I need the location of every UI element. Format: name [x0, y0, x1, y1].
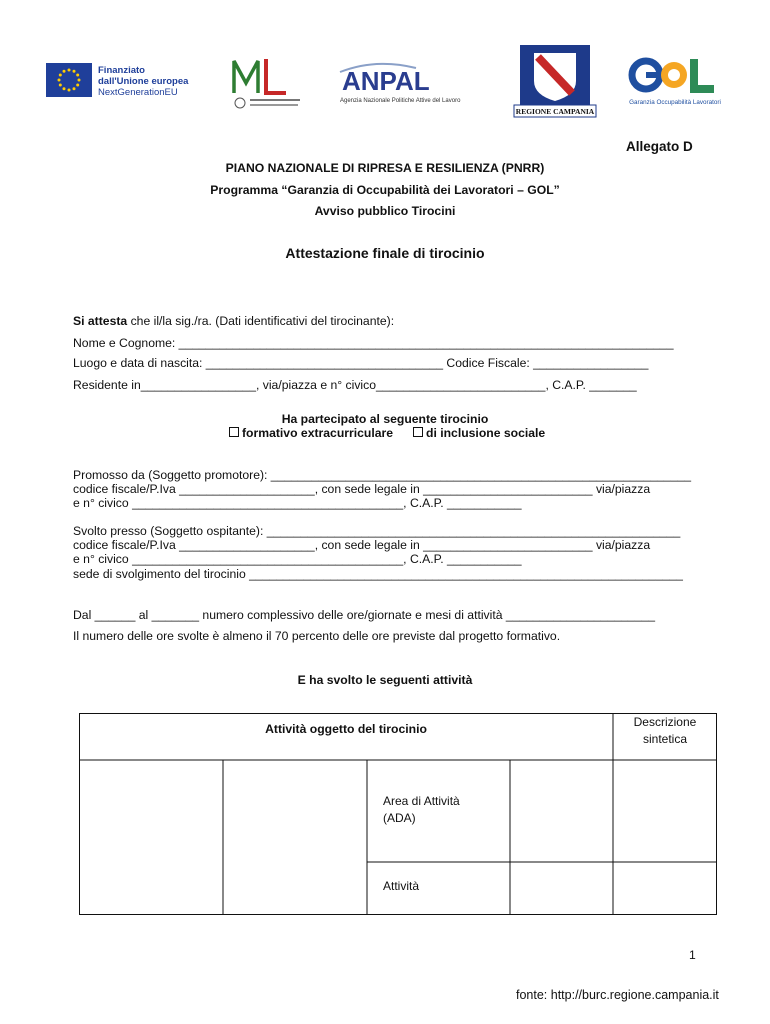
- host-address-field[interactable]: e n° civico ________________________________________, C.A.P. ___________: [73, 552, 522, 566]
- trainee-residence-field[interactable]: Residente in_________________, via/piazza e n° civico_________________________, C.A.P. _______: [73, 378, 637, 392]
- period-field[interactable]: Dal ______ al _______ numero complessivo delle ore/giornate e mesi di attività ______________________: [73, 608, 656, 622]
- regione-campania-logo: [510, 43, 600, 121]
- table-header-descrizione-1: Descrizione: [633, 715, 697, 729]
- anpal-logo-text: ANPAL: [342, 66, 430, 96]
- option-formativo-label: formativo extracurriculare: [242, 426, 394, 440]
- page-title: Attestazione finale di tirocinio: [285, 245, 485, 261]
- table-cell-attivita: Attività: [383, 879, 420, 893]
- doc-title-pnrr: PIANO NAZIONALE DI RIPRESA E RESILIENZA (PNRR): [225, 161, 545, 175]
- eu-text-line2: dall'Unione europea: [98, 76, 189, 87]
- hours-note: Il numero delle ore svolte è almeno il 70 percento delle ore previste dal progetto formativo.: [73, 629, 561, 643]
- source-footer: fonte: http://burc.regione.campania.it: [516, 988, 719, 1002]
- doc-title-program: Programma “Garanzia di Occupabilità dei Lavoratori – GOL”: [210, 183, 560, 197]
- eu-funding-text: [98, 65, 188, 98]
- eu-text-line3: NextGenerationEU: [98, 87, 178, 98]
- allegato-label: Allegato D: [626, 139, 693, 154]
- gol-logo-subtitle: Garanzia Occupabilità Lavoratori: [629, 99, 721, 106]
- page-number: 1: [689, 948, 696, 962]
- table-header-descrizione: [613, 714, 717, 748]
- checkbox-formativo[interactable]: [229, 427, 239, 437]
- trainee-intro-bold: Si attesta: [73, 314, 128, 328]
- promoter-fiscal-field[interactable]: codice fiscale/P.Iva ____________________, con sede legale in _________________________ via/piazza: [73, 482, 651, 496]
- eu-text-line1: Finanziato: [98, 65, 145, 76]
- option-formativo[interactable]: [229, 426, 393, 441]
- option-inclusione-label: di inclusione sociale: [426, 426, 546, 440]
- trainee-birth-field[interactable]: Luogo e data di nascita: ___________________________________ Codice Fiscale: _________________: [73, 356, 649, 370]
- anpal-logo-subtitle: Agenzia Nazionale Politiche Attive del Lavoro: [340, 98, 461, 104]
- option-inclusione[interactable]: [413, 426, 545, 441]
- table-cell-ada: [383, 793, 460, 827]
- ministry-ml-logo: [226, 53, 326, 113]
- host-name-field[interactable]: Svolto presso (Soggetto ospitante): _____________________________________________________________: [73, 524, 681, 538]
- anpal-logo: [336, 58, 478, 108]
- internship-type-heading: Ha partecipato al seguente tirocinio: [281, 412, 489, 426]
- trainee-intro-rest: che il/la sig./ra. (Dati identificativi del tirocinante):: [127, 314, 395, 328]
- host-site-field[interactable]: sede di svolgimento del tirocinio ________________________________________________________________: [73, 567, 683, 581]
- table-cell-ada-1: Area di Attività: [383, 794, 460, 808]
- doc-title-avviso: Avviso pubblico Tirocini: [314, 204, 456, 218]
- eu-flag-icon: [46, 63, 92, 97]
- activities-heading: E ha svolto le seguenti attività: [297, 673, 473, 687]
- trainee-name-field[interactable]: Nome e Cognome: _________________________________________________________________________: [73, 336, 674, 350]
- table-header-attivita: Attività oggetto del tirocinio: [265, 722, 427, 736]
- promoter-name-field[interactable]: Promosso da (Soggetto promotore): ______________________________________________________________: [73, 468, 692, 482]
- table-header-descrizione-2: sintetica: [642, 732, 688, 746]
- checkbox-inclusione[interactable]: [413, 427, 423, 437]
- activities-table: [79, 713, 717, 915]
- promoter-address-field[interactable]: e n° civico ________________________________________, C.A.P. ___________: [73, 496, 522, 510]
- gol-logo: [628, 55, 723, 110]
- campania-logo-label: REGIONE CAMPANIA: [515, 107, 595, 116]
- host-fiscal-field[interactable]: codice fiscale/P.Iva ____________________, con sede legale in _________________________ via/piazza: [73, 538, 651, 552]
- trainee-intro: [73, 314, 394, 329]
- table-cell-ada-2: (ADA): [383, 811, 416, 825]
